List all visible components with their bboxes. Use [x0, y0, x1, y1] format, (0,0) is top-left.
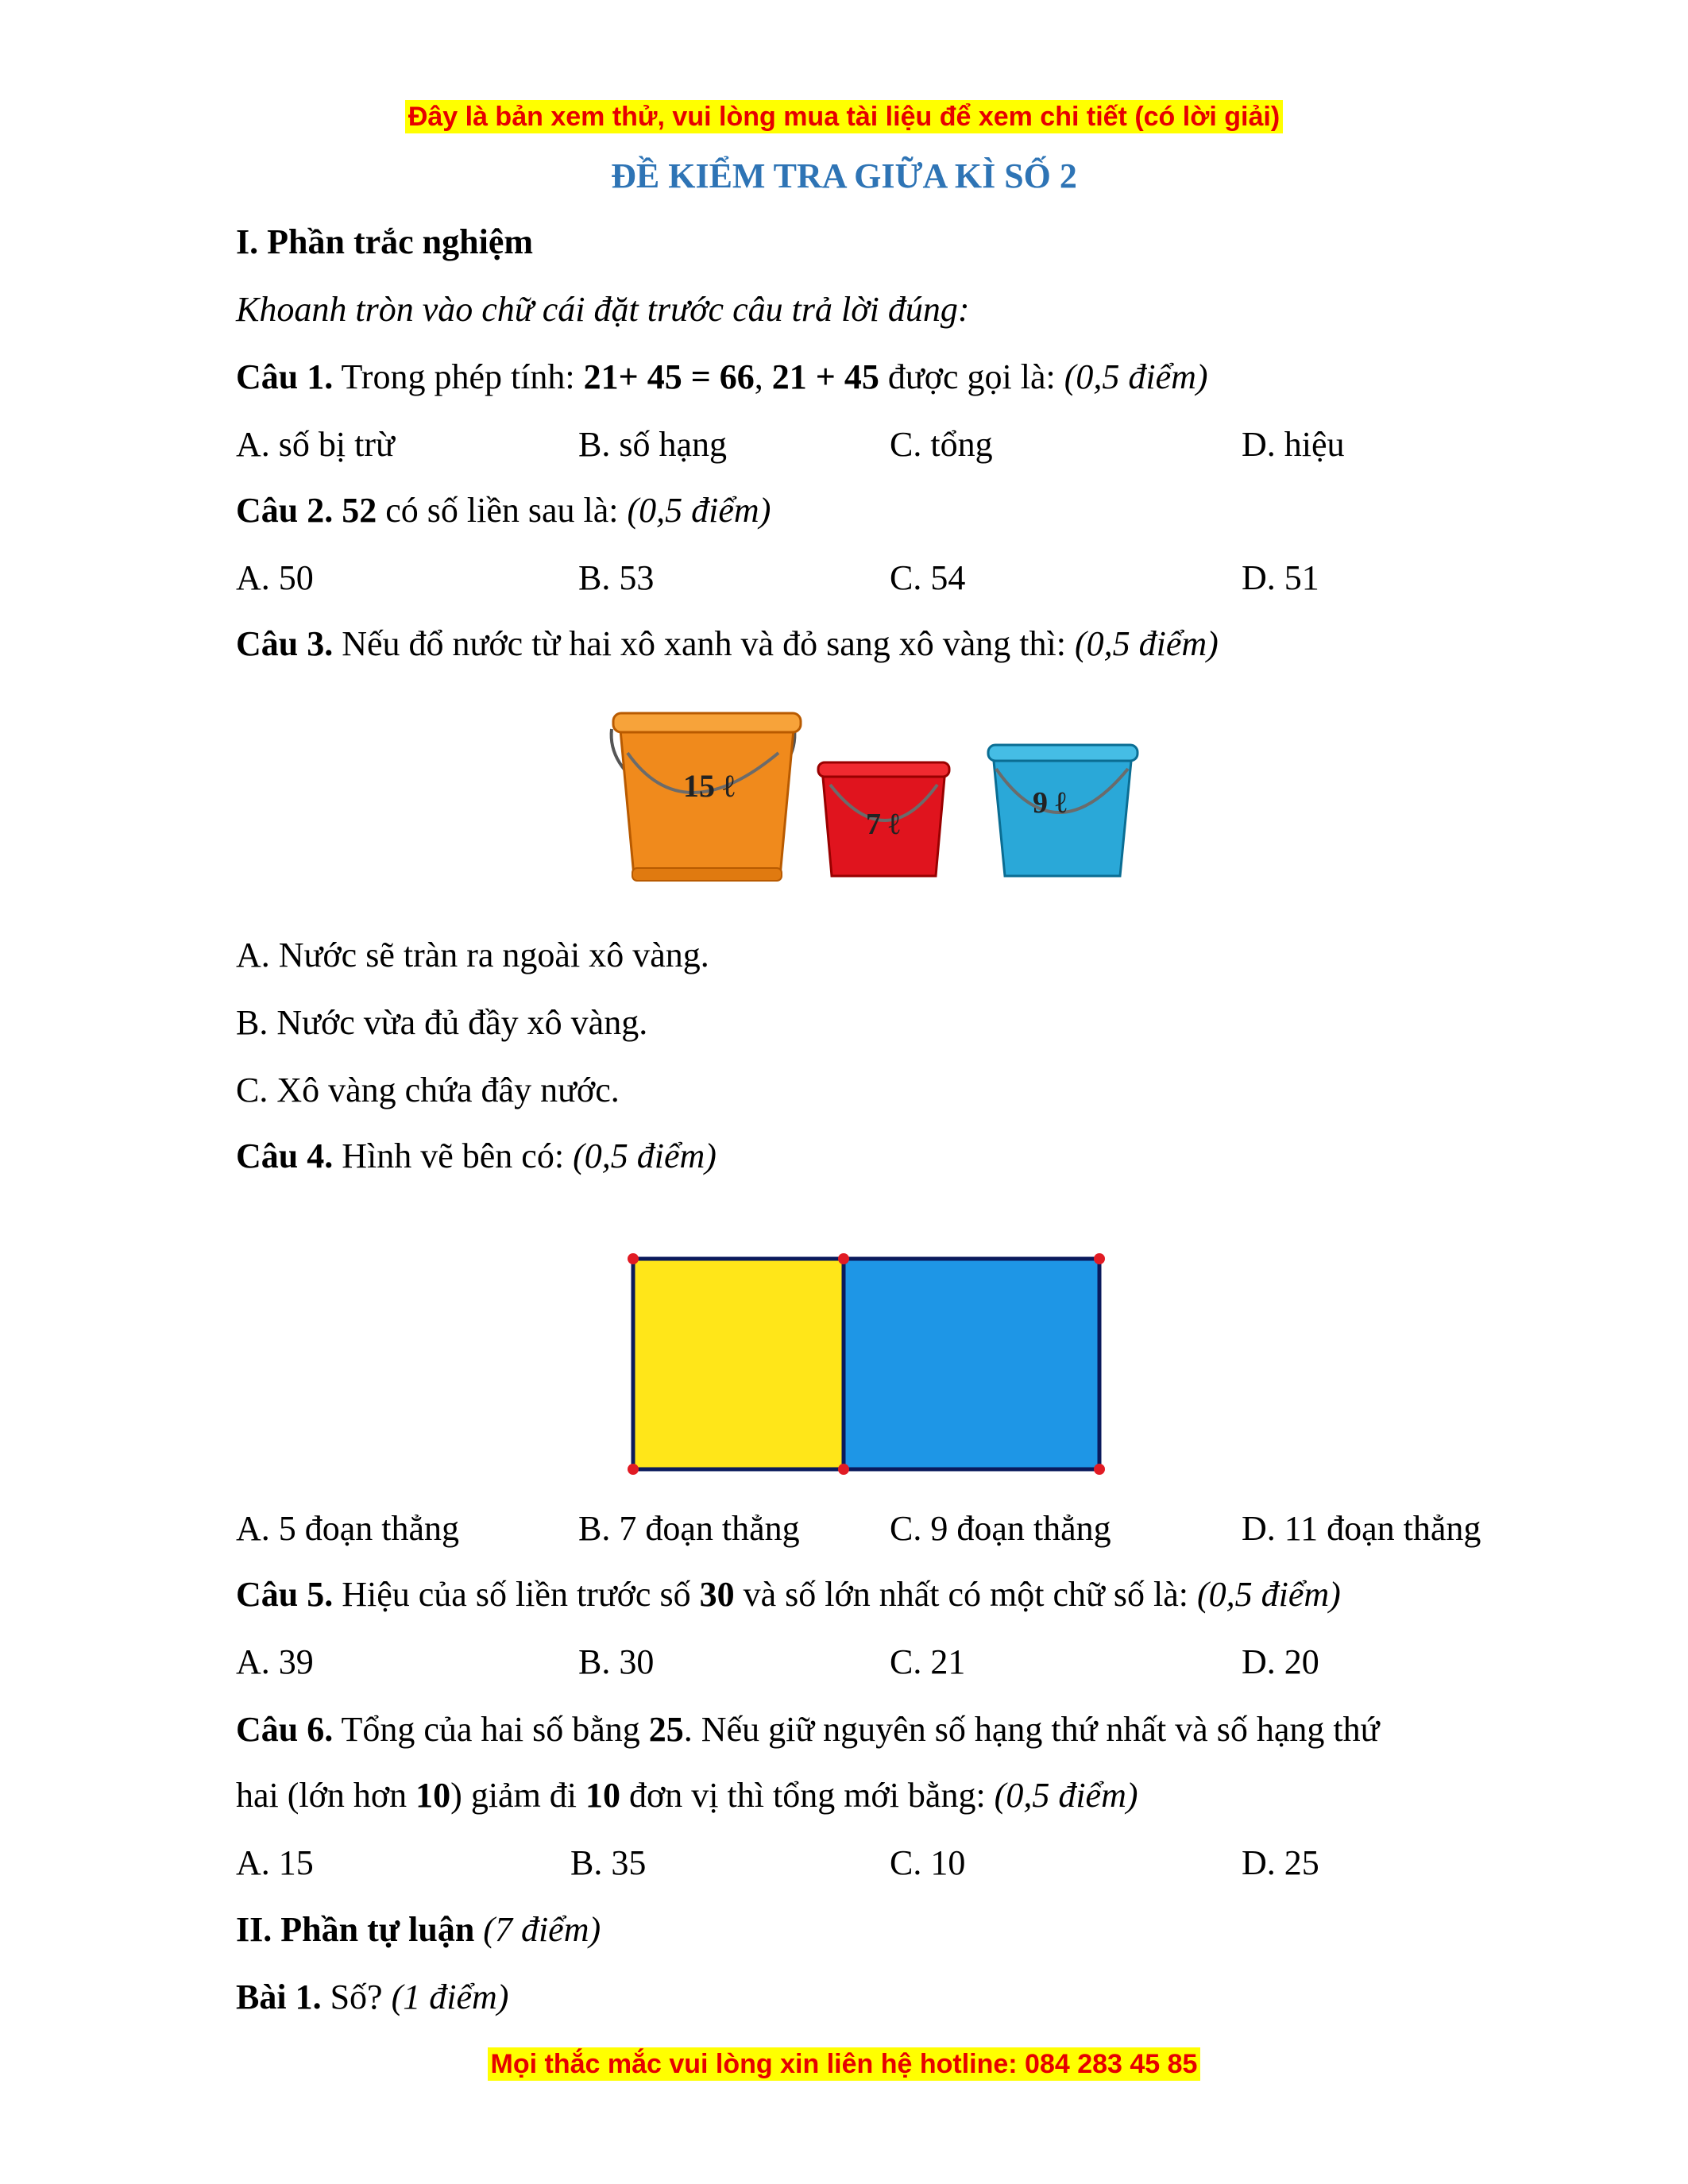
point-bottom-left — [628, 1464, 639, 1475]
q2-option-c[interactable]: C. 54 — [890, 558, 966, 597]
q4-option-d[interactable]: D. 11 đoạn thẳng — [1242, 1509, 1481, 1548]
q4-option-b[interactable]: B. 7 đoạn thẳng — [578, 1509, 800, 1548]
question-1: Câu 1. Trong phép tính: 21+ 45 = 66, 21 + 45 được gọi là: (0,5 điểm) — [236, 357, 1208, 396]
buckets-figure — [604, 705, 1152, 896]
q6-option-c[interactable]: C. 10 — [890, 1843, 966, 1882]
q5-option-d[interactable]: D. 20 — [1242, 1642, 1319, 1681]
point-bottom-right — [1094, 1464, 1105, 1475]
q1-option-c[interactable]: C. tổng — [890, 425, 993, 464]
part2-heading: II. Phần tự luận (7 điểm) — [236, 1910, 601, 1949]
bai-1: Bài 1. Số? (1 điểm) — [236, 1978, 509, 2016]
blue-bucket-icon — [988, 745, 1138, 876]
point-top-right — [1094, 1253, 1105, 1264]
q1-option-b[interactable]: B. số hạng — [578, 425, 727, 464]
blue-bucket-label: 9 ℓ — [1033, 786, 1067, 820]
q1-option-d[interactable]: D. hiệu — [1242, 425, 1345, 464]
q2-option-a[interactable]: A. 50 — [236, 558, 314, 597]
segments-figure — [620, 1231, 1112, 1477]
yellow-square — [633, 1259, 844, 1469]
question-4: Câu 4. Hình vẽ bên có: (0,5 điểm) — [236, 1136, 717, 1175]
red-bucket-icon — [818, 762, 949, 876]
orange-bucket-icon — [612, 713, 801, 881]
question-2: Câu 2. 52 có số liền sau là: (0,5 điểm) — [236, 491, 771, 530]
q5-option-c[interactable]: C. 21 — [890, 1642, 966, 1681]
question-5: Câu 5. Hiệu của số liền trước số 30 và số lớn nhất có một chữ số là: (0,5 điểm) — [236, 1575, 1341, 1614]
q6-option-a[interactable]: A. 15 — [236, 1843, 314, 1882]
q5-option-b[interactable]: B. 30 — [578, 1642, 655, 1681]
q6-option-b[interactable]: B. 35 — [570, 1843, 647, 1882]
q3-option-b[interactable]: B. Nước vừa đủ đầy xô vàng. — [236, 1003, 648, 1042]
orange-bucket-label: 15 ℓ — [683, 768, 735, 804]
hotline-notice: Mọi thắc mắc vui lòng xin liên hệ hotline: 084 283 45 85 — [0, 2049, 1688, 2080]
q2-option-b[interactable]: B. 53 — [578, 558, 655, 597]
point-top-left — [628, 1253, 639, 1264]
question-3: Câu 3. Nếu đổ nước từ hai xô xanh và đỏ sang xô vàng thì: (0,5 điểm) — [236, 624, 1219, 663]
q3-option-a[interactable]: A. Nước sẽ tràn ra ngoài xô vàng. — [236, 936, 709, 974]
page-title: ĐỀ KIỂM TRA GIỮA KÌ SỐ 2 — [611, 156, 1077, 195]
question-6: Câu 6. Tổng của hai số bằng 25. Nếu giữ nguyên số hạng thứ nhất và số hạng thứ — [236, 1710, 1380, 1749]
q6-option-d[interactable]: D. 25 — [1242, 1843, 1319, 1882]
q4-option-c[interactable]: C. 9 đoạn thẳng — [890, 1509, 1111, 1548]
q4-option-a[interactable]: A. 5 đoạn thẳng — [236, 1509, 460, 1548]
q5-option-a[interactable]: A. 39 — [236, 1642, 314, 1681]
part1-instruction: Khoanh tròn vào chữ cái đặt trước câu trả lời đúng: — [236, 290, 970, 329]
blue-rectangle — [844, 1259, 1099, 1469]
q2-option-d[interactable]: D. 51 — [1242, 558, 1319, 597]
q1-option-a[interactable]: A. số bị trừ — [236, 425, 395, 464]
part1-heading: I. Phần trắc nghiệm — [236, 222, 533, 261]
question-6-line-2: hai (lớn hơn 10) giảm đi 10 đơn vị thì tổng mới bằng: (0,5 điểm) — [236, 1776, 1138, 1815]
point-top-middle — [838, 1253, 849, 1264]
q3-option-c[interactable]: C. Xô vàng chứa đây nước. — [236, 1071, 620, 1109]
red-bucket-label: 7 ℓ — [866, 808, 900, 841]
preview-notice: Đây là bản xem thử, vui lòng mua tài liệu để xem chi tiết (có lời giải) — [0, 102, 1688, 133]
point-bottom-middle — [838, 1464, 849, 1475]
